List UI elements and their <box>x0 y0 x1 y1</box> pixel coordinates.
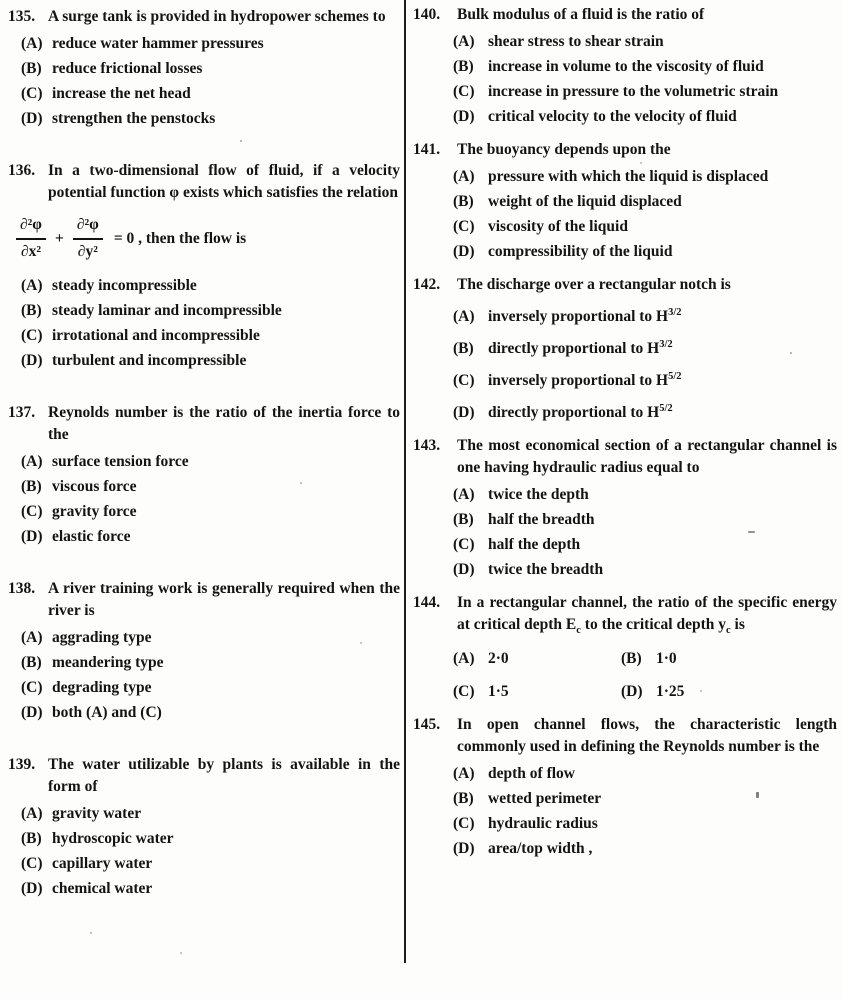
question-number: 145. <box>413 716 441 733</box>
option-label: (D) <box>621 683 643 700</box>
option-a <box>21 451 400 473</box>
option-text: 1·0 <box>656 650 677 667</box>
option-d <box>453 241 837 263</box>
option-c <box>21 677 400 699</box>
option-text: viscosity of the liquid <box>488 218 628 235</box>
option-label: (B) <box>21 654 42 671</box>
option-text: twice the depth <box>488 486 589 503</box>
question-text: The most economical section of a rectangular channel is one having hydraulic radius equal to <box>457 437 837 476</box>
option-label: (B) <box>21 60 42 77</box>
options <box>8 451 400 548</box>
option-a <box>21 627 400 649</box>
option-c <box>21 853 400 875</box>
question-number: 144. <box>413 594 441 611</box>
option-a <box>21 803 400 825</box>
option-text: gravity force <box>52 503 137 520</box>
option-label: (A) <box>453 308 475 325</box>
option-b <box>21 476 400 498</box>
exponent: 3/2 <box>668 306 682 318</box>
question-136 <box>8 160 400 372</box>
question-number: 143. <box>413 437 441 454</box>
option-label: (B) <box>21 302 42 319</box>
question-text: Bulk modulus of a fluid is the ratio of <box>457 6 705 23</box>
question-text: In open channel flows, the characteristic length commonly used in defining the Reynolds number is the <box>457 716 837 755</box>
option-text: both (A) and (C) <box>52 704 162 721</box>
option-text: hydroscopic water <box>52 830 174 847</box>
option-label: (B) <box>621 650 642 667</box>
option-text: twice the breadth <box>488 561 604 578</box>
exponent: 5/2 <box>659 402 673 414</box>
option-text: half the breadth <box>488 511 595 528</box>
options <box>413 484 837 581</box>
option-text: strengthen the penstocks <box>52 110 216 127</box>
option-text: irrotational and incompressible <box>52 327 260 344</box>
question-137 <box>8 402 400 548</box>
subscript: c <box>726 625 731 637</box>
option-d <box>21 108 400 130</box>
option-b <box>21 58 400 80</box>
option-d <box>453 559 837 581</box>
question-text: Reynolds number is the ratio of the inertia force to the <box>48 404 400 443</box>
option-text: compressibility of the liquid <box>488 243 673 260</box>
question-140 <box>413 4 837 128</box>
option-label: (A) <box>21 629 43 646</box>
option-c <box>21 501 400 523</box>
option-label: (A) <box>453 650 475 667</box>
question-text: A surge tank is provided in hydropower schemes to <box>48 8 386 25</box>
option-d <box>621 681 837 703</box>
option-text: 1·5 <box>488 683 509 700</box>
option-label: (B) <box>453 58 474 75</box>
left-column <box>8 0 400 930</box>
option-text: half the depth <box>488 536 581 553</box>
option-label: (C) <box>21 85 43 102</box>
fraction <box>73 214 103 263</box>
option-text: increase in pressure to the volumetric strain <box>488 83 779 100</box>
question-141 <box>413 139 837 263</box>
option-label: (D) <box>21 528 43 545</box>
option-text: 2·0 <box>488 650 509 667</box>
subscript: c <box>576 625 581 637</box>
fraction <box>16 214 46 263</box>
option-b <box>21 652 400 674</box>
option-b <box>453 56 837 78</box>
option-label: (A) <box>453 486 475 503</box>
option-label: (D) <box>453 840 475 857</box>
option-d <box>21 350 400 372</box>
option-label: (D) <box>21 110 43 127</box>
option-d <box>453 106 837 128</box>
option-c <box>453 370 837 392</box>
formula-suffix: = 0 , then the flow is <box>113 229 247 247</box>
option-b <box>453 338 837 360</box>
exponent: 3/2 <box>659 338 673 350</box>
option-label: (A) <box>21 805 43 822</box>
question-number: 142. <box>413 276 441 293</box>
option-c <box>453 813 837 835</box>
option-a <box>453 166 837 188</box>
fraction-denominator: ∂y² <box>77 243 98 260</box>
option-a <box>453 484 837 506</box>
question-number: 141. <box>413 141 441 158</box>
option-text: area/top width , <box>488 840 593 857</box>
option-label: (C) <box>453 536 475 553</box>
option-text: reduce frictional losses <box>52 60 203 77</box>
option-c <box>21 325 400 347</box>
fraction-numerator: ∂²φ <box>73 214 103 240</box>
laplace-equation-formula <box>16 214 400 263</box>
question-139 <box>8 754 400 900</box>
option-a <box>453 648 621 670</box>
option-label: (D) <box>453 243 475 260</box>
option-b <box>453 788 837 810</box>
option-b <box>21 300 400 322</box>
question-number: 139. <box>8 756 36 773</box>
scan-speck <box>90 932 92 934</box>
option-text: degrading type <box>52 679 152 696</box>
question-text: The water utilizable by plants is available in the form of <box>48 756 400 795</box>
option-label: (B) <box>453 511 474 528</box>
question-135 <box>8 6 400 130</box>
option-a <box>21 33 400 55</box>
options <box>453 648 837 703</box>
option-label: (C) <box>21 679 43 696</box>
option-d <box>21 878 400 900</box>
option-label: (C) <box>21 855 43 872</box>
option-text: surface tension force <box>52 453 189 470</box>
option-label: (A) <box>453 168 475 185</box>
option-text: capillary water <box>52 855 153 872</box>
option-text: critical velocity to the velocity of fluid <box>488 108 737 125</box>
option-c <box>453 681 621 703</box>
options <box>413 31 837 128</box>
option-label: (D) <box>21 880 43 897</box>
question-number: 140. <box>413 6 441 23</box>
question-144 <box>413 592 837 703</box>
option-text: chemical water <box>52 880 153 897</box>
option-c <box>453 81 837 103</box>
option-c <box>453 216 837 238</box>
option-label: (B) <box>21 478 42 495</box>
option-d <box>21 702 400 724</box>
option-label: (D) <box>453 404 475 421</box>
question-number: 137. <box>8 404 36 421</box>
option-b <box>453 509 837 531</box>
options <box>8 275 400 372</box>
scan-speck <box>180 952 182 954</box>
option-label: (A) <box>21 35 43 52</box>
option-b <box>21 828 400 850</box>
option-text: aggrading type <box>52 629 152 646</box>
fraction-denominator: ∂x² <box>20 243 42 260</box>
option-label: (D) <box>21 352 43 369</box>
options <box>413 306 837 424</box>
option-label: (B) <box>453 790 474 807</box>
option-label: (A) <box>453 33 475 50</box>
right-column <box>413 0 837 871</box>
option-text: weight of the liquid displaced <box>488 193 682 210</box>
option-text: increase in volume to the viscosity of fluid <box>488 58 764 75</box>
options <box>8 803 400 900</box>
option-d <box>453 402 837 424</box>
options <box>413 763 837 860</box>
question-text: In a rectangular channel, the ratio of the specific energy at critical depth $E_c$ to the critical depth $y_c$ is <box>457 594 837 637</box>
question-number: 135. <box>8 8 36 25</box>
option-label: (A) <box>21 277 43 294</box>
options <box>8 627 400 724</box>
option-a <box>453 763 837 785</box>
option-a <box>21 275 400 297</box>
option-label: (B) <box>21 830 42 847</box>
exponent: 5/2 <box>668 370 682 382</box>
column-divider <box>404 0 406 963</box>
option-text: 1·25 <box>656 683 685 700</box>
question-text: The buoyancy depends upon the <box>457 141 671 158</box>
options <box>8 33 400 130</box>
question-142 <box>413 274 837 424</box>
option-label: (C) <box>453 683 475 700</box>
option-text: elastic force <box>52 528 131 545</box>
option-text: directly proportional to $H^{5/2}$ <box>488 402 673 421</box>
option-label: (C) <box>21 503 43 520</box>
option-text: steady incompressible <box>52 277 197 294</box>
option-text: gravity water <box>52 805 142 822</box>
option-c <box>453 534 837 556</box>
option-label: (B) <box>453 340 474 357</box>
option-b <box>621 648 837 670</box>
option-text: shear stress to shear strain <box>488 33 664 50</box>
option-text: viscous force <box>52 478 137 495</box>
option-text: meandering type <box>52 654 164 671</box>
question-text: A river training work is generally required when the river is <box>48 580 400 619</box>
option-c <box>21 83 400 105</box>
option-label: (A) <box>453 765 475 782</box>
option-label: (C) <box>453 815 475 832</box>
option-text: inversely proportional to $H^{3/2}$ <box>488 306 682 325</box>
question-number: 138. <box>8 580 36 597</box>
question-text: The discharge over a rectangular notch is <box>457 276 731 293</box>
question-text: In a two-dimensional flow of fluid, if a velocity potential function φ exists which satisfies the relation <box>48 162 400 201</box>
option-b <box>453 191 837 213</box>
option-text: inversely proportional to $H^{5/2}$ <box>488 370 682 389</box>
option-text: steady laminar and incompressible <box>52 302 282 319</box>
option-label: (C) <box>453 218 475 235</box>
option-label: (B) <box>453 193 474 210</box>
option-text: directly proportional to $H^{3/2}$ <box>488 338 673 357</box>
option-text: reduce water hammer pressures <box>52 35 264 52</box>
option-label: (A) <box>21 453 43 470</box>
question-number: 136. <box>8 162 36 179</box>
option-text: hydraulic radius <box>488 815 598 832</box>
option-d <box>21 526 400 548</box>
option-a <box>453 31 837 53</box>
fraction-numerator: ∂²φ <box>16 214 46 240</box>
option-label: (C) <box>453 83 475 100</box>
option-text: depth of flow <box>488 765 575 782</box>
option-label: (D) <box>453 108 475 125</box>
option-label: (C) <box>21 327 43 344</box>
question-138 <box>8 578 400 724</box>
plus-operator: + <box>54 229 64 247</box>
option-text: increase the net head <box>52 85 191 102</box>
option-a <box>453 306 837 328</box>
option-text: pressure with which the liquid is displaced <box>488 168 769 185</box>
option-label: (D) <box>453 561 475 578</box>
option-label: (D) <box>21 704 43 721</box>
options <box>413 166 837 263</box>
option-label: (C) <box>453 372 475 389</box>
option-text: wetted perimeter <box>488 790 602 807</box>
option-text: turbulent and incompressible <box>52 352 247 369</box>
option-d <box>453 838 837 860</box>
question-143 <box>413 435 837 581</box>
question-145 <box>413 714 837 860</box>
